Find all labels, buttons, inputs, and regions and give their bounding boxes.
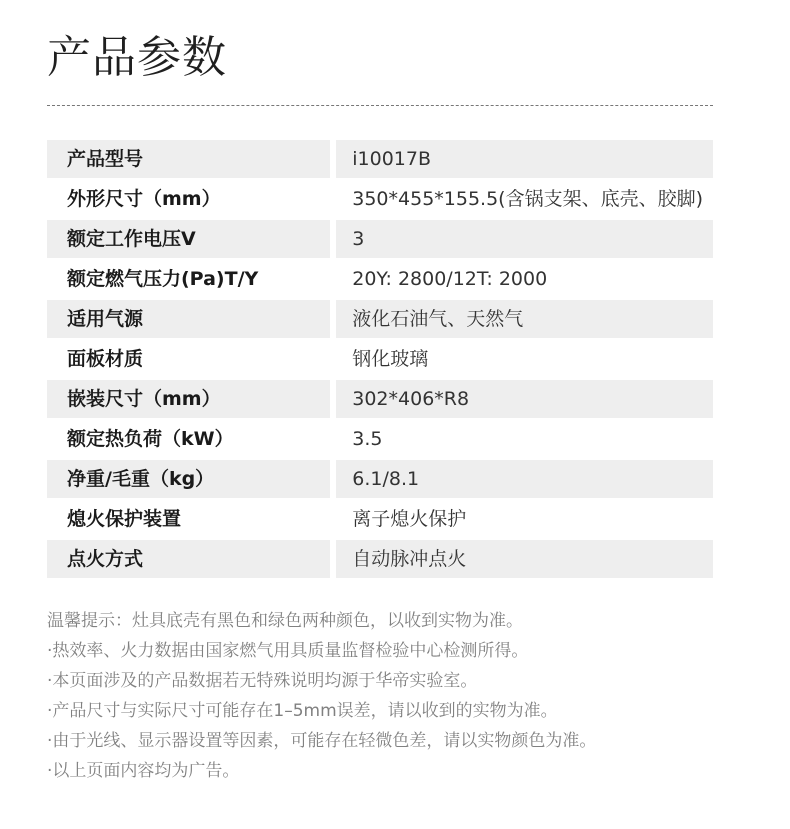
spec-label: 额定热负荷（kW） [67, 428, 234, 450]
spec-value: 钢化玻璃 [352, 348, 429, 370]
spec-row-model [47, 140, 713, 178]
note-line: ·产品尺寸与实际尺寸可能存在1–5mm误差，请以收到的实物为准。 [47, 701, 558, 721]
spec-label: 额定工作电压V [47, 220, 330, 258]
spec-row-cutout-size [47, 380, 713, 418]
spec-value: i10017B [336, 140, 713, 178]
spec-label: 熄火保护装置 [67, 508, 182, 530]
title-divider [47, 105, 713, 106]
spec-row-flame-protection [47, 500, 713, 538]
note-line: ·本页面涉及的产品数据若无特殊说明均源于华帝实验室。 [47, 671, 478, 691]
spec-row-ignition [47, 540, 713, 578]
spec-value: 302*406*R8 [336, 380, 713, 418]
spec-table [47, 140, 713, 580]
spec-label: 面板材质 [67, 348, 144, 370]
note-tip: 温馨提示：灶具底壳有黑色和绿色两种颜色，以收到实物为准。 [47, 611, 523, 631]
page-title: 产品参数 [47, 32, 227, 83]
spec-label: 额定燃气压力(Pa)T/Y [67, 268, 259, 290]
spec-value: 6.1/8.1 [336, 460, 713, 498]
note-line: ·由于光线、显示器设置等因素，可能存在轻微色差，请以实物颜色为准。 [47, 731, 597, 751]
spec-value: 自动脉冲点火 [336, 540, 713, 578]
note-line: ·热效率、火力数据由国家燃气用具质量监督检验中心检测所得。 [47, 641, 529, 661]
spec-label: 适用气源 [47, 300, 330, 338]
spec-row-gas-source [47, 300, 713, 338]
spec-label: 净重/毛重（kg） [47, 460, 330, 498]
spec-value: 350*455*155.5(含锅支架、底壳、胶脚) [352, 188, 703, 210]
spec-row-weight [47, 460, 713, 498]
spec-label: 外形尺寸（mm） [67, 188, 221, 210]
spec-label: 嵌装尺寸（mm） [47, 380, 330, 418]
spec-row-dimensions [47, 180, 713, 218]
spec-row-panel-material [47, 340, 713, 378]
spec-value: 20Y: 2800/12T: 2000 [352, 268, 548, 290]
spec-value: 3 [336, 220, 713, 258]
spec-row-heat-load [47, 420, 713, 458]
spec-value: 3.5 [352, 428, 383, 450]
spec-label: 点火方式 [47, 540, 330, 578]
notes-section [47, 606, 747, 786]
spec-label: 产品型号 [47, 140, 330, 178]
spec-row-gas-pressure [47, 260, 713, 298]
spec-row-voltage [47, 220, 713, 258]
spec-value: 离子熄火保护 [352, 508, 467, 530]
note-line: ·以上页面内容均为广告。 [47, 761, 240, 781]
spec-value: 液化石油气、天然气 [336, 300, 713, 338]
